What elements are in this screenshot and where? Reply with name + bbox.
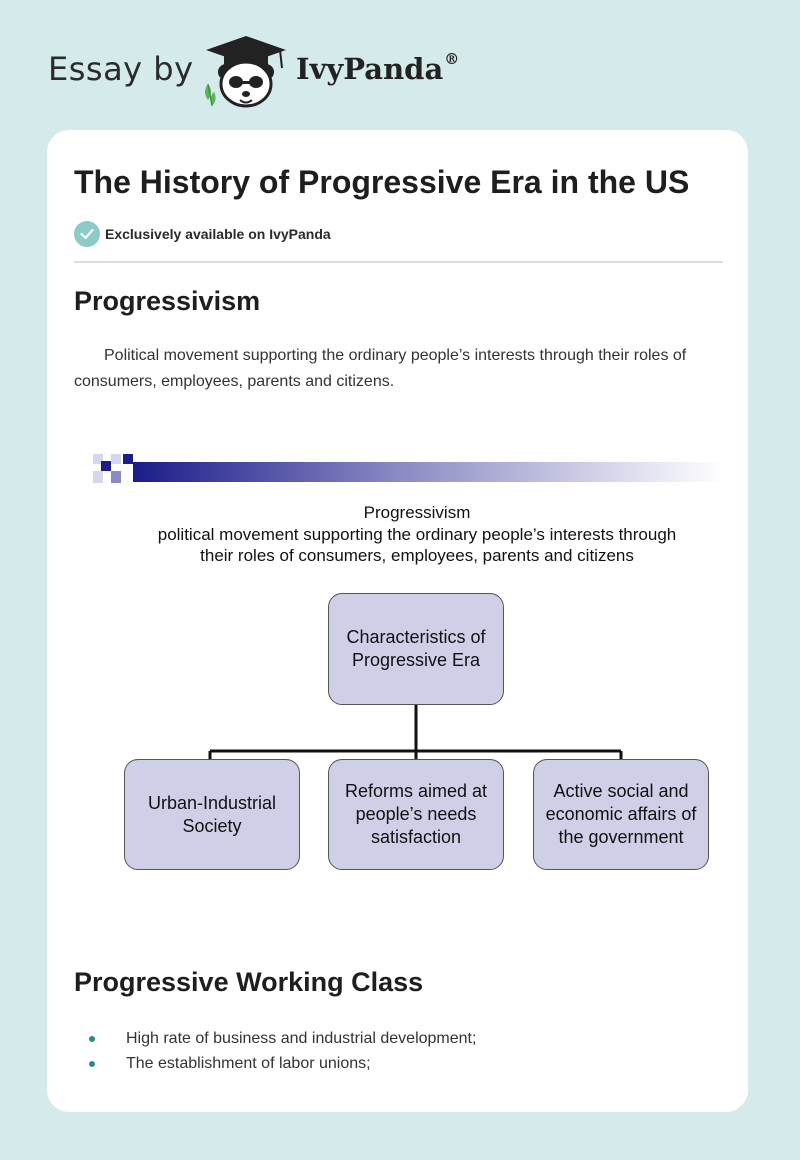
diagram-caption-line: their roles of consumers, employees, parents and citizens — [200, 546, 634, 565]
ivypanda-brand-name: IvyPanda® — [296, 50, 460, 86]
diagram-root-node: Characteristics of Progressive Era — [328, 593, 504, 705]
site-header — [48, 34, 648, 114]
list-item: The establishment of labor unions; — [87, 1051, 476, 1076]
essay-by-text: Essay by — [48, 50, 194, 88]
diagram-child-node: Reforms aimed at people’s needs satisfaction — [328, 759, 504, 870]
progressive-era-diagram — [93, 448, 723, 888]
diagram-child-node: Urban-Industrial Society — [124, 759, 300, 870]
section-heading-progressivism: Progressivism — [74, 286, 261, 316]
diagram-caption-title: Progressivism — [363, 503, 471, 522]
section-paragraph-progressivism: Political movement supporting the ordinary people’s interests through their roles of consumers, employees, parents and citizens. — [74, 347, 687, 390]
diagram-child-node: Active social and economic affairs of the government — [533, 759, 709, 870]
section-heading-working-class: Progressive Working Class — [74, 967, 424, 997]
diagram-caption — [93, 502, 741, 567]
working-class-list — [87, 1026, 476, 1076]
page-title: The History of Progressive Era in the US — [74, 164, 690, 200]
ivypanda-logo-icon — [200, 34, 292, 110]
check-icon — [74, 221, 100, 247]
list-item: High rate of business and industrial development; — [87, 1026, 476, 1051]
exclusive-badge-label: Exclusively available on IvyPanda — [105, 226, 331, 242]
title-divider — [74, 261, 723, 263]
diagram-caption-line: political movement supporting the ordinary people’s interests through — [157, 524, 677, 544]
diagram-connectors — [210, 705, 621, 760]
article-card — [47, 130, 748, 1112]
decorative-banner — [93, 454, 723, 483]
